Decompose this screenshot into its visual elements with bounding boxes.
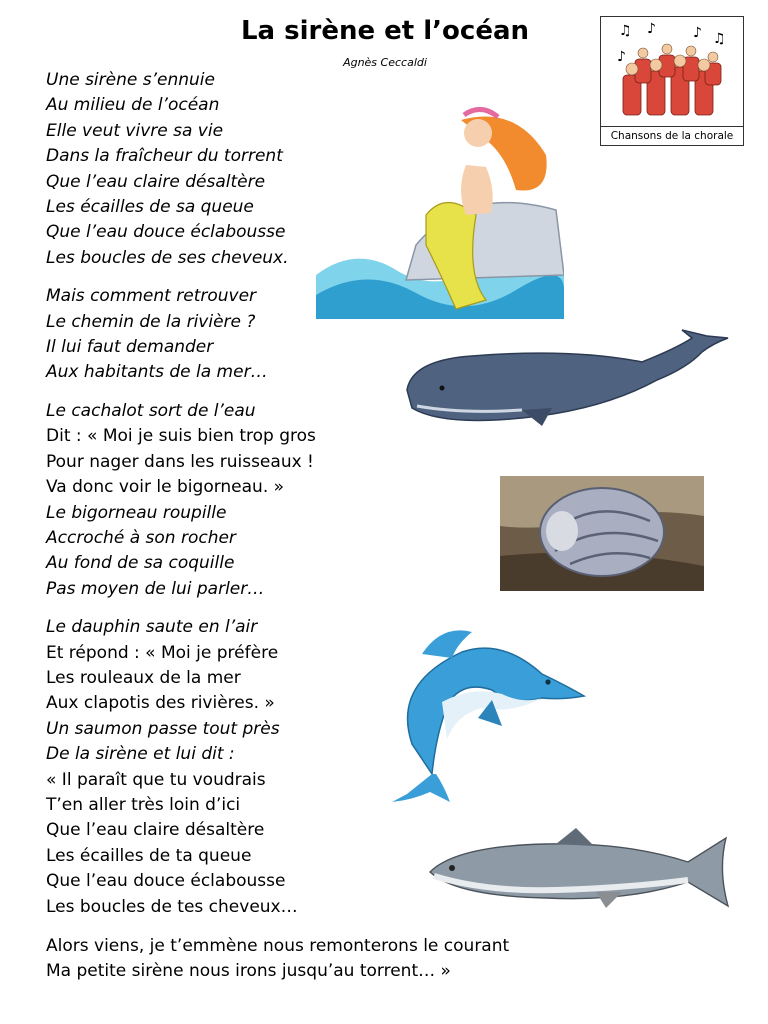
svg-text:♫: ♫ <box>619 23 632 39</box>
poem-line: Le chemin de la rivière ? <box>46 311 256 332</box>
poem-line: Elle veut vivre sa vie <box>46 120 224 141</box>
poem-body <box>46 68 546 933</box>
poem-line: Le dauphin saute en l’air <box>46 617 258 638</box>
poem-line: Que l’eau douce éclabousse <box>46 871 286 892</box>
poem-line: Les boucles de ses cheveux. <box>46 247 289 268</box>
stanza-1 <box>46 68 546 271</box>
poem-line: Pour nager dans les ruisseaux ! <box>46 451 314 472</box>
poem-line: Une sirène s’ennuie <box>46 70 215 90</box>
choir-singers-icon <box>601 17 742 125</box>
poem-line: Et répond : « Moi je préfère <box>46 642 279 663</box>
poem-line: Que l’eau douce éclabousse <box>46 222 286 243</box>
poem-line: Que l’eau claire désaltère <box>46 820 265 841</box>
stanza-4 <box>46 615 546 920</box>
poem-line: Les écailles de sa queue <box>46 197 254 218</box>
poem-ending <box>46 934 746 985</box>
svg-text:♫: ♫ <box>713 31 726 47</box>
poem-author: Agnès Ceccaldi <box>343 56 427 69</box>
poem-line: Un saumon passe tout près <box>46 718 280 739</box>
poem-line: Dit : « Moi je suis bien trop gros <box>46 426 316 447</box>
svg-text:♪: ♪ <box>617 49 626 65</box>
poem-line: T’en aller très loin d’ici <box>46 794 241 815</box>
choir-badge <box>600 16 744 146</box>
poem-line: Le cachalot sort de l’eau <box>46 400 256 421</box>
poem-line: Accroché à son rocher <box>46 527 236 548</box>
poem-line: De la sirène et lui dit : <box>46 744 235 765</box>
svg-text:♪: ♪ <box>693 25 702 41</box>
poem-line: Il lui faut demander <box>46 337 214 358</box>
poem-line: Les écailles de ta queue <box>46 845 252 866</box>
poem-line: Pas moyen de lui parler… <box>46 578 265 599</box>
poem-title: La sirène et l’océan <box>240 16 530 46</box>
poem-line: Aux clapotis des rivières. » <box>46 693 275 714</box>
poem-line: Mais comment retrouver <box>46 286 257 307</box>
poem-line: Le bigorneau roupille <box>46 502 227 523</box>
stanza-3 <box>46 399 546 602</box>
poem-line: Aux habitants de la mer… <box>46 362 268 383</box>
poem-line: Dans la fraîcheur du torrent <box>46 146 283 167</box>
svg-text:♪: ♪ <box>647 21 656 37</box>
poem-line: Que l’eau claire désaltère <box>46 171 266 192</box>
poem-line: « Il paraît que tu voudrais <box>46 769 266 790</box>
poem-line: Au milieu de l’océan <box>46 95 220 116</box>
poem-line: Au fond de sa coquille <box>46 553 235 574</box>
stanza-2 <box>46 284 546 386</box>
poem-line: Va donc voir le bigorneau. » <box>46 477 285 498</box>
poem-line: Les rouleaux de la mer <box>46 667 241 688</box>
poem-line: Alors viens, je t’emmène nous remonterons le courant <box>46 936 510 956</box>
poem-line: Ma petite sirène nous irons jusqu’au torrent… » <box>46 961 451 982</box>
choir-badge-label: Chansons de la chorale <box>601 126 743 145</box>
poem-line: Les boucles de tes cheveux… <box>46 896 298 917</box>
